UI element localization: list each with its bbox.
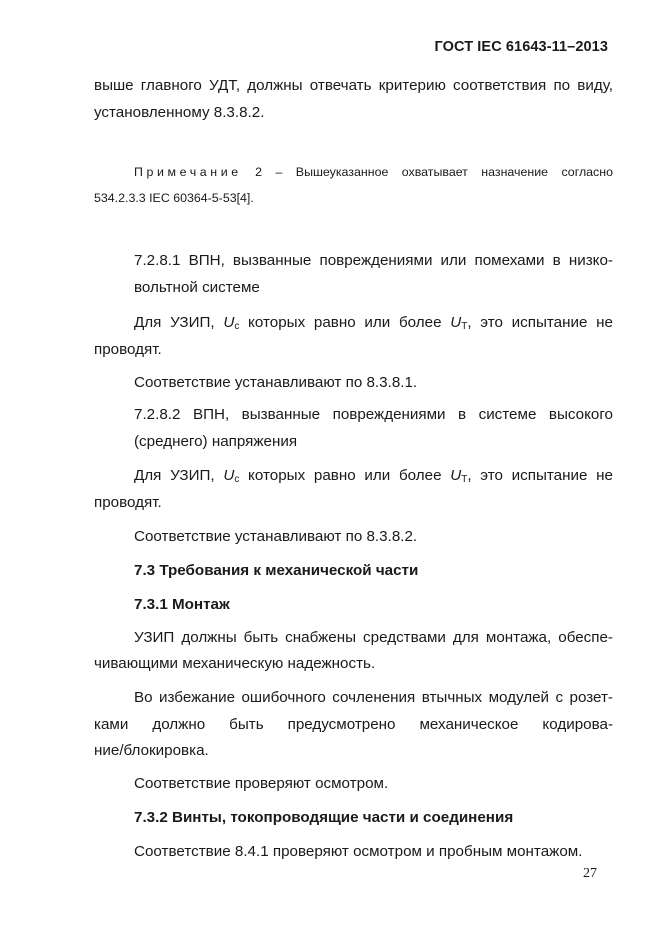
note-line-1 <box>134 165 613 180</box>
ut-symbol: U <box>450 314 462 331</box>
text-span: Для УЗИП, <box>134 314 224 331</box>
section-73-heading: 7.3 Требования к механической части <box>134 562 419 579</box>
section-7281-paragraph-line-2: проводят. <box>94 341 162 358</box>
section-7281-paragraph-line-1 <box>134 314 613 332</box>
intro-line-2: установленному 8.3.8.2. <box>94 104 265 121</box>
section-7282-compliance: Соответствие устанавливают по 8.3.8.2. <box>134 528 418 545</box>
text-span: , это испытание не <box>467 467 613 484</box>
text-span: , это испытание не <box>467 314 613 331</box>
section-7282-paragraph-line-1 <box>134 467 613 485</box>
section-731-paragraph-2-line-3: ние/блокировка. <box>94 742 209 759</box>
section-731-paragraph-1-line-2: чивающими механическую надежность. <box>94 655 376 672</box>
ut-subscript: T <box>461 321 468 332</box>
section-732-heading: 7.3.2 Винты, токопроводящие части и соединения <box>134 809 514 826</box>
text-span: Для УЗИП, <box>134 467 224 484</box>
section-731-paragraph-2-line-2: ками должно быть предусмотрено механическое кодирова- <box>94 716 613 733</box>
section-7282-heading-line-1: 7.2.8.2 ВПН, вызванные повреждениями в системе высокого <box>134 406 613 423</box>
section-731-paragraph-2-line-1: Во избежание ошибочного сочленения втычных модулей с розет- <box>134 689 613 706</box>
ut-symbol: U <box>450 467 462 484</box>
section-731-heading: 7.3.1 Монтаж <box>134 596 230 613</box>
section-731-compliance: Соответствие проверяют осмотром. <box>134 775 389 792</box>
section-7281-compliance: Соответствие устанавливают по 8.3.8.1. <box>134 374 418 391</box>
section-7282-heading-line-2: (среднего) напряжения <box>134 433 298 450</box>
section-732-compliance: Соответствие 8.4.1 проверяют осмотром и пробным монтажом. <box>134 843 583 860</box>
ut-subscript: T <box>461 474 468 485</box>
note-line-2: 534.2.3.3 IEC 60364-5-53[4]. <box>94 191 254 205</box>
document-header: ГОСТ IEC 61643-11–2013 <box>434 39 608 55</box>
note-text: 2 – Вышеуказанное охватывает назначение согласно <box>241 165 613 179</box>
section-7282-paragraph-line-2: проводят. <box>94 494 162 511</box>
section-731-paragraph-1-line-1: УЗИП должны быть снабжены средствами для монтажа, обеспе- <box>134 629 613 646</box>
text-span: которых равно или более <box>239 314 451 331</box>
section-7281-heading-line-1: 7.2.8.1 ВПН, вызванные повреждениями или помехами в низко- <box>134 252 613 269</box>
note-label: Примечание <box>134 165 242 179</box>
intro-line-1: выше главного УДТ, должны отвечать критерию соответствия по виду, <box>94 77 613 94</box>
uc-symbol: U <box>223 467 235 484</box>
uc-subscript: c <box>234 474 240 485</box>
uc-subscript: c <box>234 321 240 332</box>
section-7281-heading-line-2: вольтной системе <box>134 279 260 296</box>
uc-symbol: U <box>223 314 235 331</box>
text-span: которых равно или более <box>239 467 451 484</box>
page-number: 27 <box>583 866 597 881</box>
